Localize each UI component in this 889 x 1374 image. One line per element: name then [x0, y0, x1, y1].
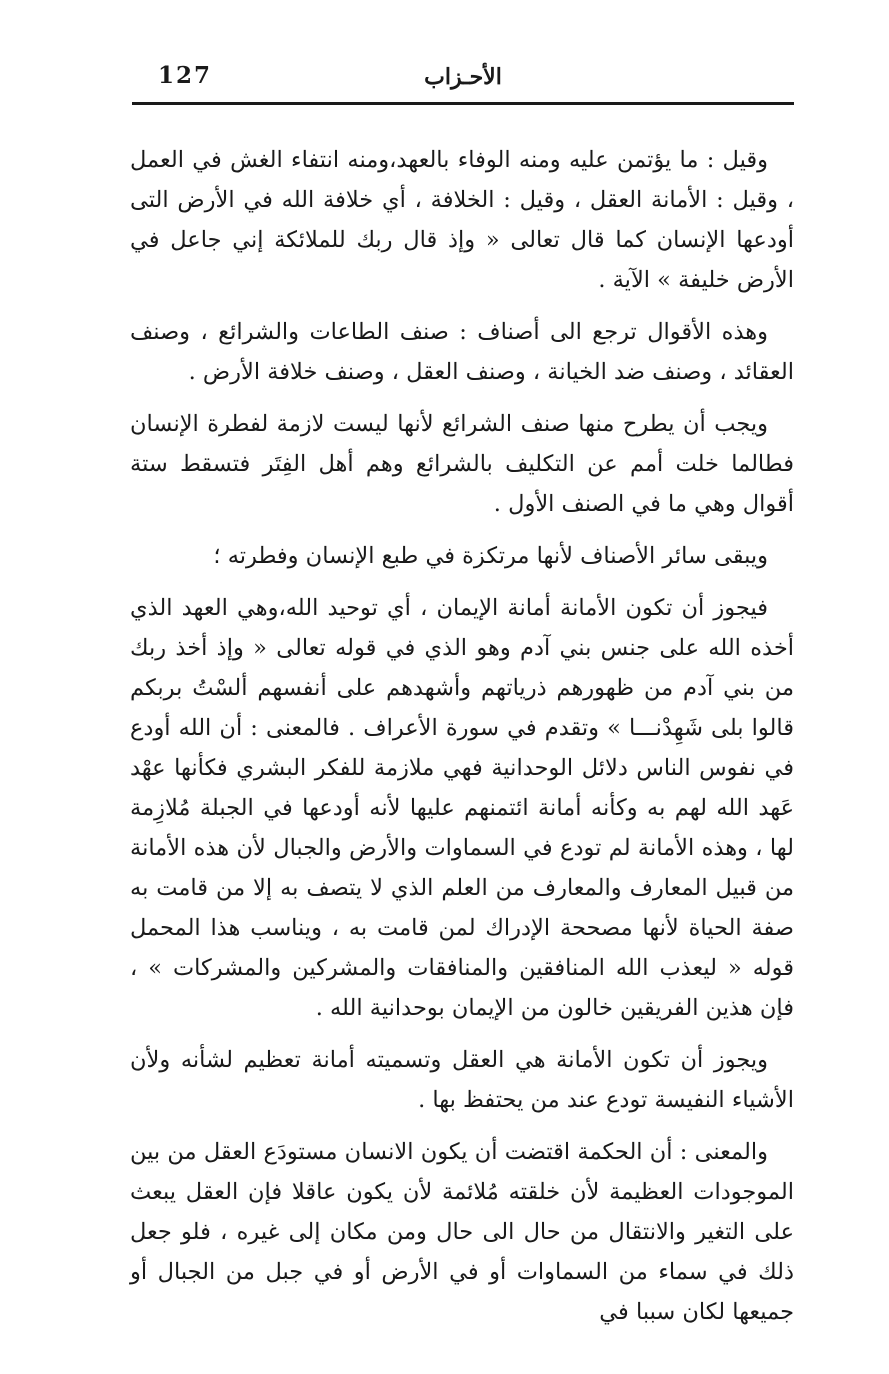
header-rule [132, 102, 794, 105]
paragraph-6: ويجوز أن تكون الأمانة هي العقل وتسميته أمانة تعظيم لشأنه ولأن الأشياء النفيسة تودع عند من يحتفظ بها . [130, 1047, 794, 1113]
paragraph-7: والمعنى : أن الحكمة اقتضت أن يكون الانسان مستودَع العقل من بين الموجودات العظيمة لأن خلقته مُلائمة لأن يكون عاقلا فإن العقل يبعث على التغير والانتقال من حال الى حال ومن مكان إلى غيره ، فلو جعل ذلك في سماء من السماوات أو في الأرض أو في جبل من الجبال أو جميعها لكان سببا في [130, 1139, 794, 1325]
page-body [130, 140, 794, 1332]
paragraph-3: ويجب أن يطرح منها صنف الشرائع لأنها ليست لازمة لفطرة الإنسان فطالما خلت أمم عن التكليف بالشرائع وهم أهل الفِتَر فتسقط ستة أقوال وهي ما في الصنف الأول . [130, 411, 794, 517]
page-number: 127 [158, 62, 213, 89]
paragraph-4: ويبقى سائر الأصناف لأنها مرتكزة في طبع الإنسان وفطرته ؛ [213, 543, 768, 569]
paragraph-5: فيجوز أن تكون الأمانة أمانة الإيمان ، أي توحيد الله،وهي العهد الذي أخذه الله على جنس بني آدم وهو الذي في قوله تعالى « وإذ أخذ ربك من بني آدم من ظهورهم ذرياتهم وأشهدهم على أنفسهم ألسْتُ بربكم قالوا بلى شَهِدْنـــا » وتقدم في سورة الأعراف . فالمعنى : أن الله أودع في نفوس الناس دلائل الوحدانية فهي ملازمة للفكر البشري فكأنها عهْد عَهد الله لهم به وكأنه أمانة ائتمنهم عليها لأنه أودعها في الجبلة مُلازِمة لها ، وهذه الأمانة لم تودع في السماوات والأرض والجبال لأن هذه الأمانة من قبيل المعارف والمعارف من العلم الذي لا يتصف به إلا من قامت به صفة الحياة لأنها مصححة الإدراك لمن قامت به ، ويناسب هذا المحمل قوله « ليعذب الله المنافقين والمنافقات والمشركين والمشركات » ، فإن هذين الفريقين خالون من الإيمان بوحدانية الله . [130, 595, 794, 1021]
page-header [132, 58, 794, 102]
paragraph-2: وهذه الأقوال ترجع الى أصناف : صنف الطاعات والشرائع ، وصنف العقائد ، وصنف ضد الخيانة ، وصنف العقل ، وصنف خلافة الأرض . [130, 319, 794, 385]
paragraph-1: وقيل : ما يؤتمن عليه ومنه الوفاء بالعهد،ومنه انتفاء الغش في العمل ، وقيل : الأمانة العقل ، وقيل : الخلافة ، أي خلافة الله في الأرض التى أودعها الإنسان كما قال تعالى « وإذ قال ربك للملائكة إني جاعل في الأرض خليفة » الآية . [130, 147, 794, 293]
running-title: الأحـزاب [424, 64, 502, 90]
